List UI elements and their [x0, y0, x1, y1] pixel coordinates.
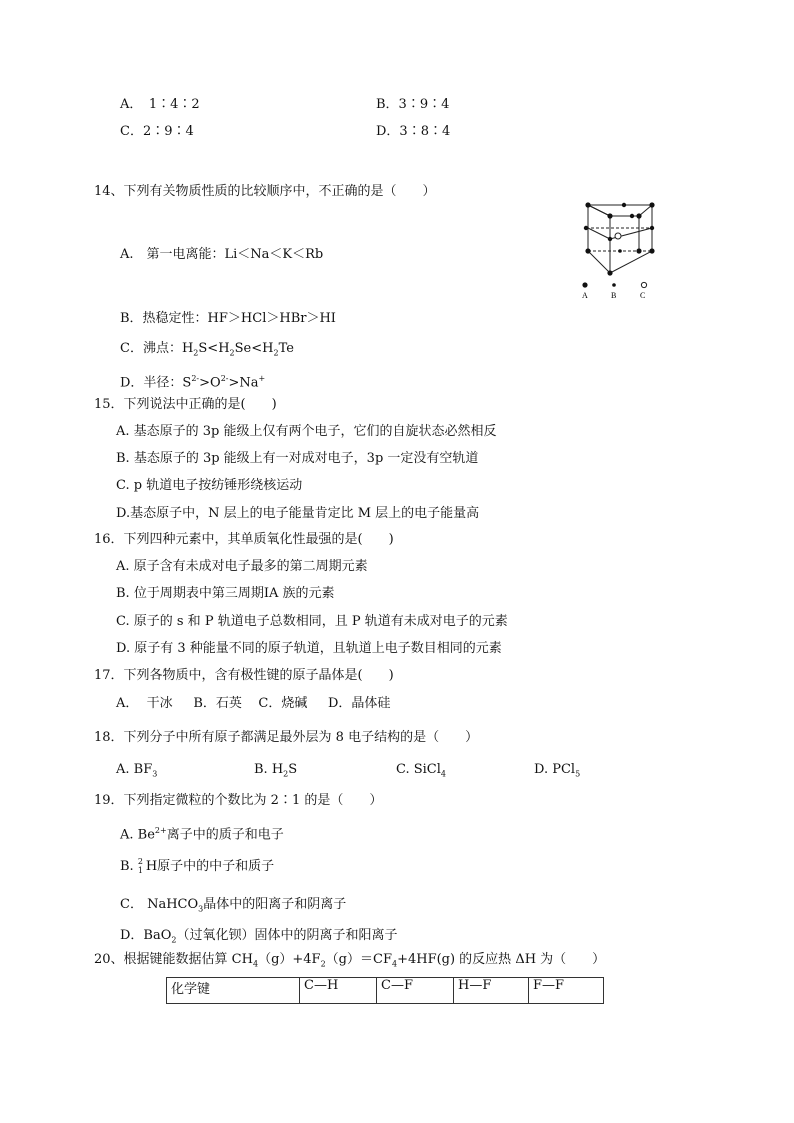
q14-option-a: A. 第一电离能：Li＜Na＜K＜Rb [120, 247, 324, 262]
figure-label-a: A [582, 291, 588, 300]
q15-option-d: D.基态原子中，N 层上的电子能量肯定比 M 层上的电子能量高 [116, 506, 480, 521]
crystal-structure-figure [572, 196, 668, 304]
q16-stem: 16．下列四种元素中，其单质氧化性最强的是( ) [94, 532, 394, 547]
q18-stem: 18．下列分子中所有原子都满足最外层为 8 电子结构的是（ ） [94, 730, 479, 745]
nuclide-notation: 2 1 [137, 857, 143, 875]
table-row [167, 978, 604, 1004]
q16-option-b: B. 位于周期表中第三周期ⅠA 族的元素 [116, 586, 335, 601]
q18-option-d: D. PCl$_5$ [534, 762, 581, 779]
q16-option-a: A. 原子含有未成对电子最多的第二周期元素 [116, 559, 368, 574]
q19-option-b: B. 2 1 H原子中的中子和质子 [120, 857, 275, 875]
q16-option-c: C. 原子的 s 和 P 轨道电子总数相同，且 P 轨道有未成对电子的元素 [116, 614, 508, 629]
q17-options: A． 干冰 B．石英 C．烧碱 D．晶体硅 [116, 696, 391, 711]
q15-option-a: A. 基态原子的 3p 能级上仅有两个电子，它们的自旋状态必然相反 [116, 424, 497, 439]
q16-option-d: D. 原子有 3 种能量不同的原子轨道，且轨道上电子数目相同的元素 [116, 641, 502, 656]
q13-option-b: B．3∶9∶4 [376, 97, 450, 112]
q17-stem: 17．下列各物质中，含有极性键的原子晶体是( ) [94, 668, 394, 683]
q18-option-a: A. $BF_3$ [116, 762, 158, 779]
q13-option-c: C．2∶9∶4 [120, 124, 194, 139]
q14-option-d: D．半径：$S^{2-}>O^{2-}>Na^+$ [120, 374, 266, 391]
q13-option-a: A． 1∶4∶2 [120, 97, 200, 112]
table-header-cell: F—F [529, 978, 604, 1004]
q18-option-b: B. $H_2S$ [254, 762, 298, 779]
q19-option-c: C． NaHCO$_3$晶体中的阳离子和阴离子 [120, 897, 347, 914]
q18-option-c: C. SiCl$_4$ [396, 762, 447, 779]
q15-option-c: C. p 轨道电子按纺锤形绕核运动 [116, 478, 303, 493]
q15-option-b: B. 基态原子的 3p 能级上有一对成对电子，3p 一定没有空轨道 [116, 451, 479, 466]
q20-stem: 20、根据键能数据估算 $CH_4(g)+4F_2(g)=CF_4+4HF(g)$ 的反应热 ΔH 为（ ） [94, 952, 606, 969]
table-header-cell: C—F [377, 978, 454, 1004]
q14-stem: 14、下列有关物质性质的比较顺序中，不正确的是（ ） [94, 184, 436, 199]
q13-option-d: D．3∶8∶4 [376, 124, 451, 139]
bond-energy-table [166, 977, 604, 1004]
figure-label-c: C [640, 291, 646, 300]
table-header-cell: 化学键 [167, 978, 300, 1004]
figure-label-b: B [611, 291, 617, 300]
q19-stem: 19．下列指定微粒的个数比为 2∶1 的是（ ） [94, 793, 383, 808]
table-header-cell: C—H [300, 978, 377, 1004]
q19-option-a: A. $Be^{2+}$离子中的质子和电子 [120, 826, 284, 843]
q14-option-b: B．热稳定性：HF＞HCl＞HBr＞HI [120, 311, 336, 326]
q15-stem: 15．下列说法中正确的是( ) [94, 397, 277, 412]
q19-option-d: D．BaO$_2$（过氧化钡）固体中的阴离子和阳离子 [120, 928, 398, 945]
table-header-cell: H—F [454, 978, 529, 1004]
q14-option-c: C．沸点：$H_2S<H_2Se<H_2Te$ [120, 341, 294, 358]
